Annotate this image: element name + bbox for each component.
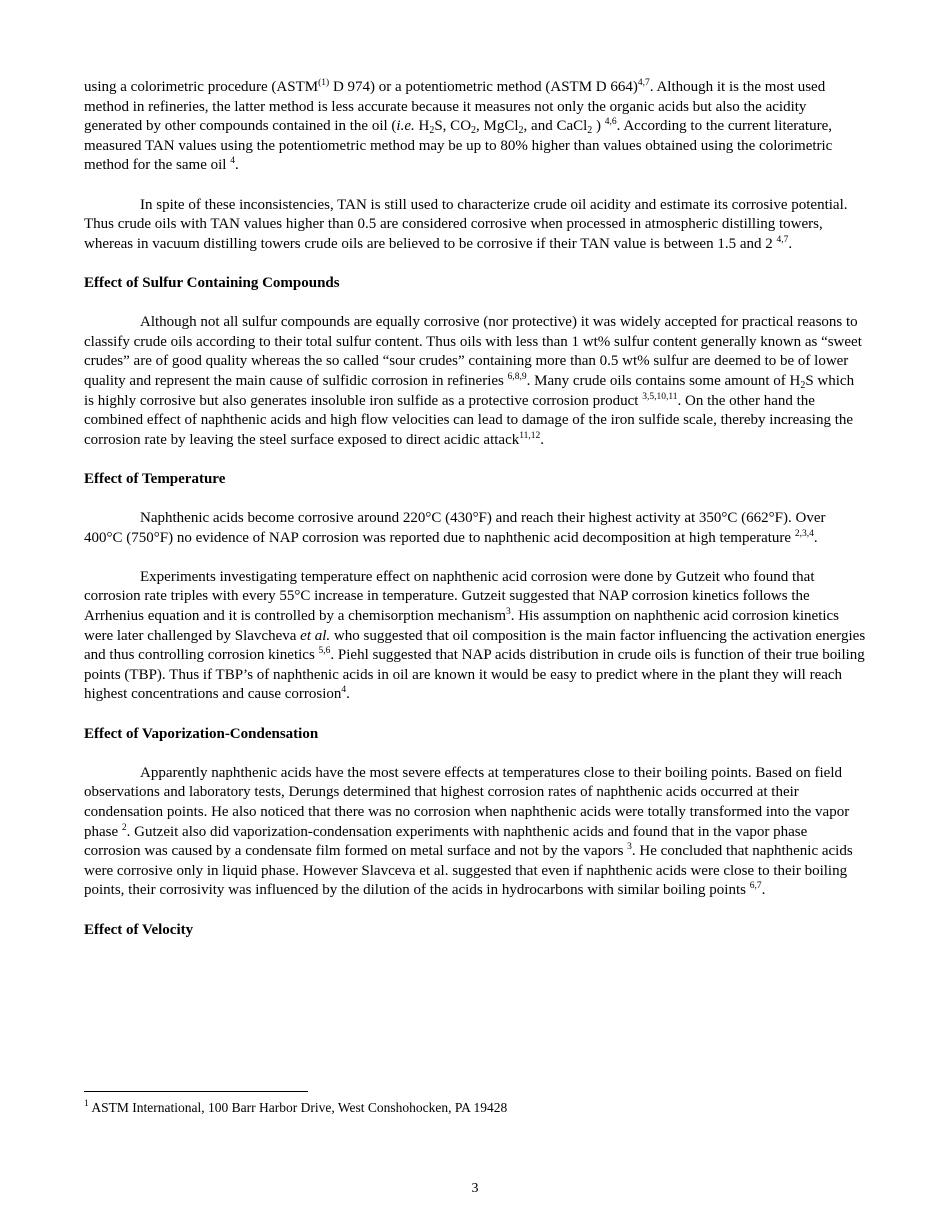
citation: 4,7 bbox=[637, 78, 650, 88]
page-number: 3 bbox=[471, 1181, 479, 1196]
footnote-ref: (1) bbox=[318, 78, 330, 88]
citation: 3,5,10,11 bbox=[642, 391, 678, 402]
citation: 4,6 bbox=[604, 117, 617, 128]
citation: 4 bbox=[230, 156, 235, 167]
paragraph-temperature-kinetics: Experiments investigating temperature effect on naphthenic acid corrosion were done by Gutzeit who found that corrosion rate triples with every 55°C increase in temperature. Gutzeit suggested that NAP corrosion kinetics follows the Arrhenius equation and it is controlled by a chemisorption mechanism$^3$. His assumption on naphthenic acid corrosion kinetics were later challenged by Slavcheva et al. who suggested that oil composition is the main factor influencing the activation energies and thus controlling corrosion kinetics $^{5,6}$. Piehl suggested that NAP acids distribution in crude oils is function of their true boiling points (TBP). Thus if TBP’s of naphthenic acids in oil are known it would be easy to predict where in the plant they will reach highest concentrations and cause corrosion$^4$. bbox=[84, 568, 866, 703]
citation: 11,12 bbox=[519, 430, 541, 441]
citation: 4 bbox=[341, 685, 347, 696]
paragraph-tan-methods: using a colorimetric procedure (ASTM$^{(1)}$ D 974) or a potentiometric method (ASTM D 664)$^{4,7}$. Although it is the most used method in refineries, the latter method is less accurate because it measures not only the organic acids but also the acidity generated by other compounds contained in the oil (i.e. $H_2S$, $CO_2$, MgCl$_2$, and CaCl$_2$ ) $^{4,6}$. According to the current literature, measured TAN values using the potentiometric method may be up to 80% higher than values obtained using the colorimetric method for the same oil $^4$. bbox=[84, 78, 833, 174]
paragraph-tan-corrosive: In spite of these inconsistencies, TAN is still used to characterize crude oil acidity and estimate its corrosive potential. Thus crude oils with TAN values higher than 0.5 are considered corrosive when processed in atmospheric distilling towers, whereas in vacuum distilling towers crude oils are believed to be corrosive if their TAN value is between 1.5 and 2 $^{4,7}$. bbox=[84, 196, 848, 252]
citation: 6,7 bbox=[749, 881, 762, 892]
paragraph-vaporization: Apparently naphthenic acids have the most severe effects at temperatures close to their boiling points. Based on field observations and laboratory tests, Derungs determined that highest corrosion rates of naphthenic acids occurred at their condensation points. He also noticed that there was no corrosion when naphthenic acids were totally transformed into the vapor phase $^2$. Gutzeit also did vaporization-condensation experiments with naphthenic acids and found that in the vapor phase corrosion was caused by a condensate film formed on metal surface and not by the vapors $^3$. He concluded that naphthenic acids were corrosive only in liquid phase. However Slavceva et al. suggested that even if naphthenic acids were close to their boiling points, their corrosivity was influenced by the dilution of the acids in hydrocarbons with similar boiling points $^{6,7}$. bbox=[84, 764, 853, 899]
page-body bbox=[84, 78, 866, 960]
citation: 3 bbox=[627, 842, 632, 853]
citation: 6,8,9 bbox=[507, 371, 527, 382]
footnote: $^1$ ASTM International, 100 Barr Harbor Drive, West Conshohocken, PA 19428 bbox=[84, 1099, 508, 1115]
citation: 4,7 bbox=[776, 234, 789, 245]
footnote-mark: 1 bbox=[84, 1099, 89, 1109]
paragraph-temperature-range: Naphthenic acids become corrosive around 220°C (430°F) and reach their highest activity at 350°C (662°F). Over 400°C (750°F) no evidence of NAP corrosion was reported due to naphthenic acid decomposition at high temperature $^{2,3,4}$. bbox=[84, 510, 826, 546]
heading-temperature: Effect of Temperature bbox=[84, 470, 226, 487]
heading-velocity: Effect of Velocity bbox=[84, 921, 194, 938]
footnote-divider bbox=[84, 1091, 308, 1092]
paragraph-sulfur: Although not all sulfur compounds are equally corrosive (nor protective) it was widely accepted for practical reasons to classify crude oils according to their total sulfur content. Thus oils with less than 1 wt% sulfur content generally known as “sweet crudes” are of good quality whereas the so called “sour crudes” containing more than 0.5 wt% sulfur are deemed to be of lower quality and represent the main cause of sulfidic corrosion in refineries $^{6,8,9}$. Many crude oils contains some amount of $H_2S$ which is highly corrosive but also generates insoluble iron sulfide as a protective corrosion product $^{3,5,10,11}$. On the other hand the combined effect of naphthenic acids and high flow velocities can lead to damage of the iron sulfide scale, thereby increasing the corrosion rate by leaving the steel surface exposed to direct acidic attack$^{11,12}$. bbox=[84, 314, 862, 448]
heading-sulfur: Effect of Sulfur Containing Compounds bbox=[84, 274, 340, 291]
citation: 3 bbox=[506, 607, 511, 618]
citation: 5,6 bbox=[318, 646, 331, 657]
heading-vaporization: Effect of Vaporization-Condensation bbox=[84, 725, 319, 742]
citation: 2,3,4 bbox=[794, 528, 814, 539]
citation: 2 bbox=[121, 822, 127, 833]
